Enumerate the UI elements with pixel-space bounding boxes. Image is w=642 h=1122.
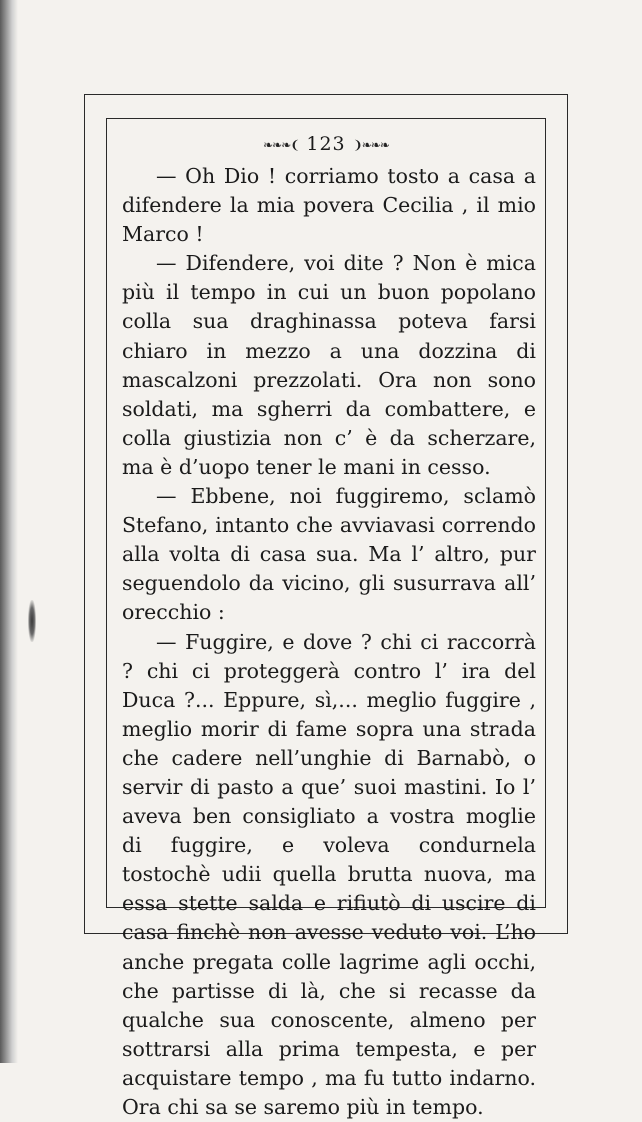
paragraph-2: — Difendere, voi dite ? Non è mica più il tempo in cui un buon popolano colla sua draghinassa poteva farsi chiaro in mezzo a una dozzina di mascalzoni prezzolati. Ora non sono soldati, ma sgherri da combattere, e colla giustizia non c’ è da scherzare, ma è d’uopo tener le mani in cesso. <box>122 249 536 482</box>
page-number: 123 <box>306 133 345 155</box>
binding-stain <box>28 600 36 642</box>
paragraph-4: — Fuggire, e dove ? chi ci raccorrà ? chi ci proteggerà contro l’ ira del Duca ?... Eppure, sì,... meglio fuggire , meglio morir di fame sopra una strada che cadere nell’unghie di Barnabò, o servir di pasto a que’ suoi mastini. Io l’ aveva ben consigliato a vostra moglie di fuggire, e voleva condurnela tostochè udii quella brutta nuova, ma essa stette salda e rifiutò di uscire di casa finchè non avesse veduto voi. L’ho anche pregata colle lagrime agli occhi, che partisse di là, che si recasse da qualche sua conoscente, almeno per sottrarsi alla prima tempesta, e per acquistare tempo , ma fu tutto indarno. Ora chi sa se saremo più in tempo. <box>122 628 536 1122</box>
ornament-left-icon: ❧❧❧❨ <box>263 138 299 152</box>
paragraph-1: — Oh Dio ! corriamo tosto a casa a difendere la mia povera Cecilia , il mio Marco ! <box>122 162 536 249</box>
book-binding-shadow <box>0 0 18 1063</box>
page-header <box>106 133 546 155</box>
body-text <box>122 162 536 1122</box>
ornament-right-icon: ❩❧❧❧ <box>353 138 389 152</box>
paragraph-3: — Ebbene, noi fuggiremo, sclamò Stefano, intanto che avviavasi correndo alla volta di casa sua. Ma l’ altro, pur seguendolo da vicino, gli susurrava all’ orecchio : <box>122 482 536 627</box>
